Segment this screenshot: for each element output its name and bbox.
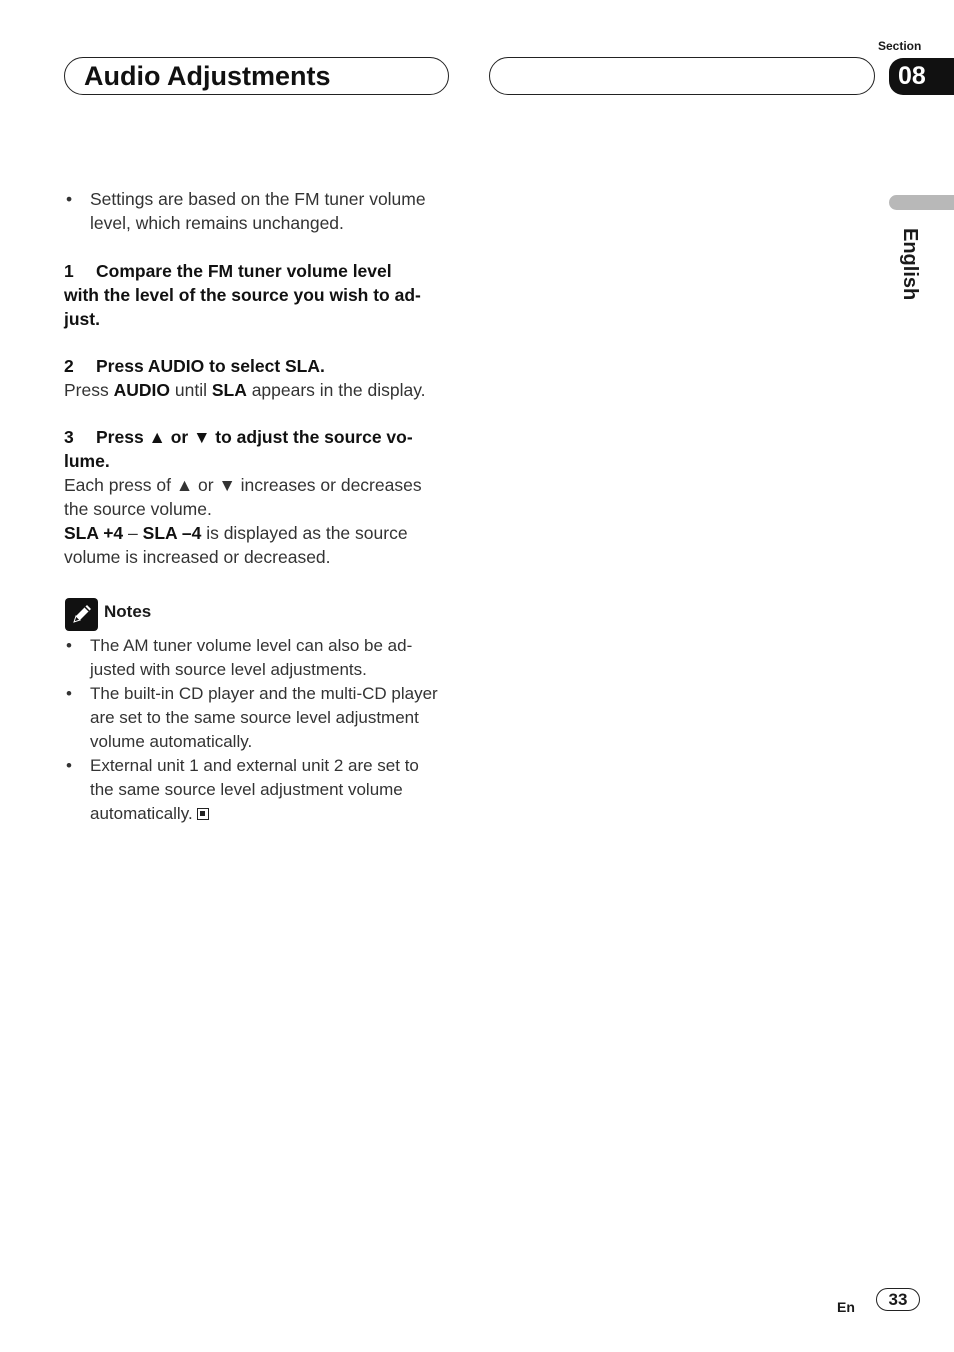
step-1-title-line3: just. xyxy=(64,309,100,329)
step-2-body: Press AUDIO until SLA appears in the display. xyxy=(64,380,426,400)
language-label: English xyxy=(899,228,921,301)
step-1-title-line1: Compare the FM tuner volume level xyxy=(96,261,392,281)
page-number: 33 xyxy=(888,1290,908,1309)
step-3-title-line2: lume. xyxy=(64,451,110,471)
intro-bullet xyxy=(64,187,456,235)
step-3-title-line1: Press ▲ or ▼ to adjust the source vo- xyxy=(96,427,413,447)
step-3-number: 3 xyxy=(64,427,74,447)
bullet-mark: • xyxy=(66,189,73,209)
step-1 xyxy=(64,259,456,331)
note-item: • External unit 1 and external unit 2 are set to the same source level adjustment volume automatically. xyxy=(66,756,419,823)
step-3-body1: Each press of ▲ or ▼ increases or decreases the source volume. xyxy=(64,475,422,519)
notes-label: Notes xyxy=(104,602,152,621)
section-number: 08 xyxy=(898,62,926,90)
language-code: En xyxy=(837,1299,855,1315)
language-tab-bar xyxy=(889,195,954,210)
header-blank-frame xyxy=(489,57,875,95)
note-item: • The AM tuner volume level can also be ad- justed with source level adjustments. xyxy=(66,636,413,679)
step-2-number: 2 xyxy=(64,356,74,376)
step-1-number: 1 xyxy=(64,261,74,281)
step-3 xyxy=(64,425,456,569)
step-3-body2: SLA +4 – SLA –4 is displayed as the source volume is increased or decreased. xyxy=(64,523,408,567)
step-1-title-line2: with the level of the source you wish to ad- xyxy=(64,285,421,305)
page-title: Audio Adjustments xyxy=(84,61,331,91)
notes-list xyxy=(64,634,456,826)
step-2-title: Press AUDIO to select SLA. xyxy=(96,356,325,376)
step-2 xyxy=(64,354,456,402)
note-item: • The built-in CD player and the multi-CD player are set to the same source level adjustment volume automatically. xyxy=(66,684,438,751)
stop-square-icon xyxy=(197,808,209,820)
intro-text: Settings are based on the FM tuner volume level, which remains unchanged. xyxy=(90,189,426,233)
pencil-icon xyxy=(65,598,98,631)
section-label: Section xyxy=(878,39,922,53)
